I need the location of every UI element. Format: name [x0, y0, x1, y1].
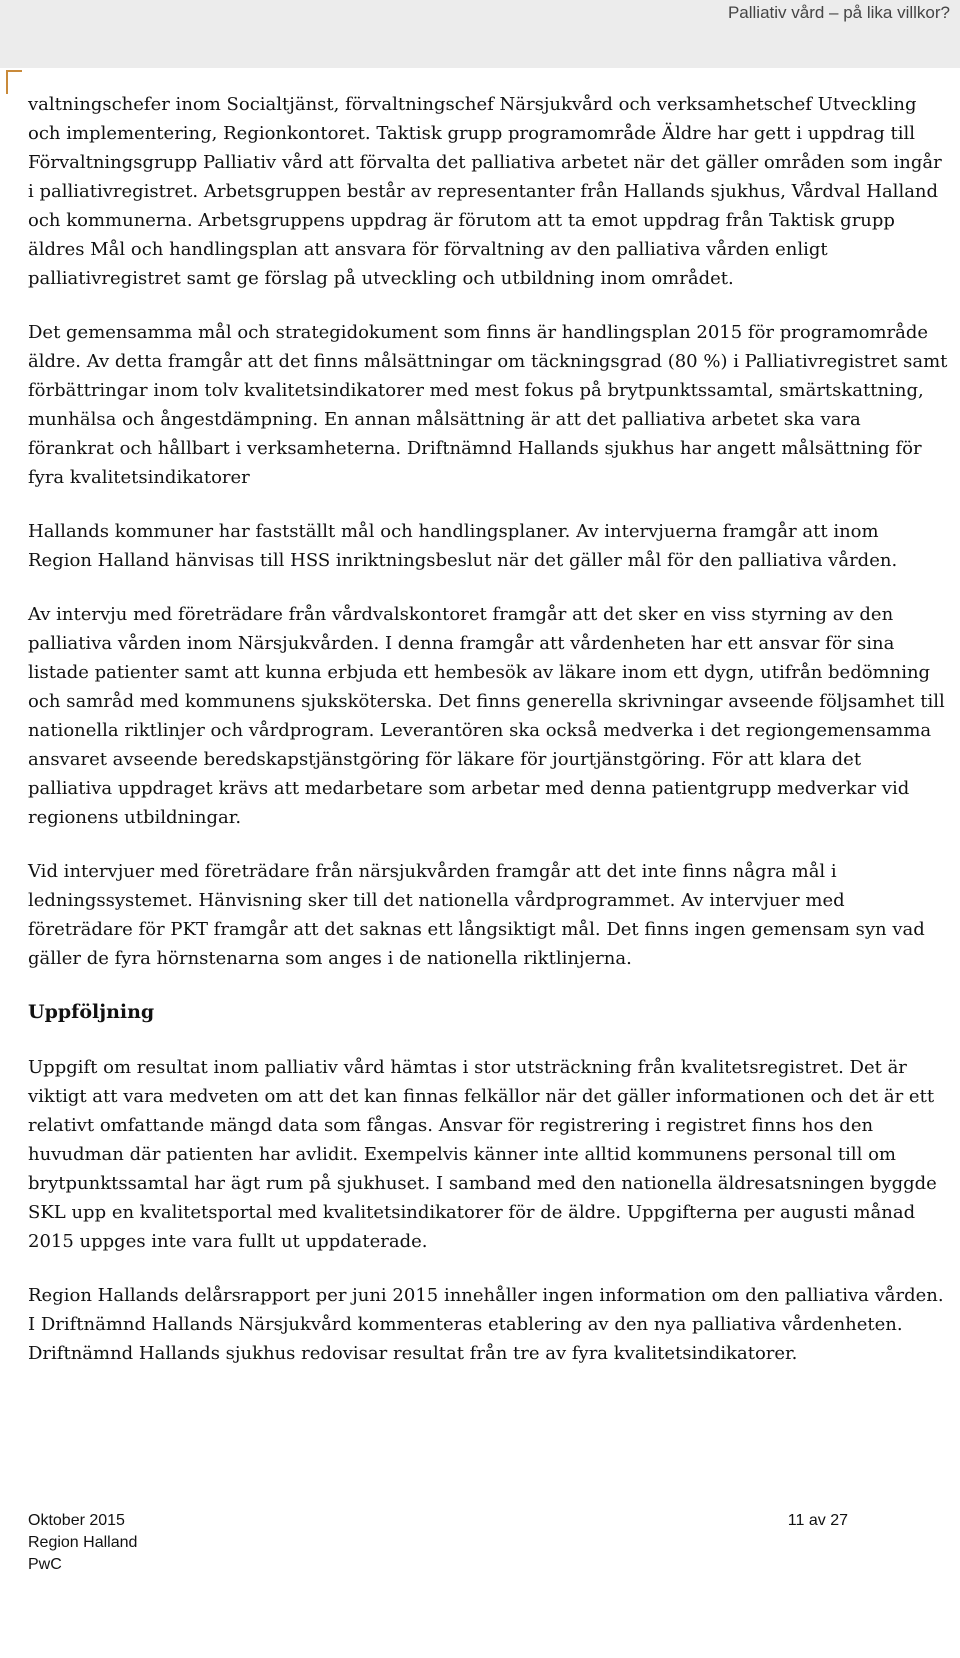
corner-bracket-mark [6, 70, 22, 94]
footer-client: Region Halland [28, 1534, 138, 1551]
body-paragraph: Hallands kommuner har fastställt mål och handlingsplaner. Av intervjuerna framgår att inom Region Halland hänvisas till HSS inriktningsbeslut när det gäller mål för den palliativa vården. [28, 521, 898, 571]
body-paragraph: Region Hallands delårsrapport per juni 2015 innehåller ingen information om den palliativa vården. I Driftnämnd Hallands Närsjukvård kommenteras etablering av den nya palliativa vårdenheten. Driftnämnd Hallands sjukhus redovisar resultat från tre av fyra kvalitetsindikatorer. [28, 1285, 944, 1364]
footer-info [28, 1510, 137, 1576]
body-paragraph: Det gemensamma mål och strategidokument som finns är handlingsplan 2015 för programområde äldre. Av detta framgår att det finns målsättningar om täckningsgrad (80 %) i Palliativregistret samt förbättringar inom tolv kvalitetsindikatorer med mest fokus på brytpunktssamtal, smärtskattning, munhälsa och ångestdämpning. En annan målsättning är att det palliativa arbetet ska vara förankrat och hållbart i verksamheterna. Driftnämnd Hallands sjukhus har angett målsättning för fyra kvalitetsindikatorer [28, 322, 948, 488]
footer-firm: PwC [28, 1556, 62, 1573]
header-title: Palliativ vård – på lika villkor? [727, 3, 950, 22]
page-header [0, 0, 960, 68]
page-footer [28, 1510, 848, 1650]
body-paragraph: Vid intervjuer med företrädare från närsjukvården framgår att det inte finns några mål i ledningssystemet. Hänvisning sker till det nationella vårdprogrammet. Av intervjuer med företrädare för PKT framgår att det saknas ett långsiktigt mål. Det finns ingen gemensam syn vad gäller de fyra hörnstenarna som anges i de nationella riktlinjerna. [28, 861, 925, 969]
document-body [28, 90, 948, 1393]
page-number: 11 av 27 [787, 1512, 848, 1529]
footer-date: Oktober 2015 [28, 1512, 125, 1529]
body-paragraph: Av intervju med företrädare från vårdvalskontoret framgår att det sker en viss styrning av den palliativa vården inom Närsjukvården. I denna framgår att vårdenheten har ett ansvar för sina listade patienter samt att kunna erbjuda ett hembesök av läkare inom ett dygn, utifrån bedömning och samråd med kommunens sjuksköterska. Det finns generella skrivningar avseende följsamhet till nationella riktlinjer och vårdprogram. Leverantören ska också medverka i det regiongemensamma ansvaret avseende beredskapstjänstgöring för läkare för jourtjänstgöring. För att klara det palliativa uppdraget krävs att medarbetare som arbetar med denna patientgrupp medverkar vid regionens utbildningar. [28, 604, 945, 828]
body-paragraph: valtningschefer inom Socialtjänst, förvaltningschef Närsjukvård och verksamhetschef Utveckling och implementering, Regionkontoret. Taktisk grupp programområde Äldre har gett i uppdrag till Förvaltningsgrupp Palliativ vård att förvalta det palliativa arbetet när det gäller områden som ingår i palliativregistret. Arbetsgruppen består av representanter från Hallands sjukhus, Vårdval Halland och kommunerna. Arbetsgruppens uppdrag är förutom att ta emot uppdrag från Taktisk grupp äldres Mål och handlingsplan att ansvara för förvaltning av den palliativa vården enligt palliativregistret samt ge förslag på utveckling och utbildning inom området. [28, 94, 942, 289]
section-heading: Uppföljning [28, 1001, 155, 1023]
body-paragraph: Uppgift om resultat inom palliativ vård hämtas i stor utsträckning från kvalitetsregistret. Det är viktigt att vara medveten om att det kan finnas felkällor när det gäller informationen och det är ett relativt omfattande mängd data som fångas. Ansvar för registrering i registret finns hos den huvudman där patienten har avlidit. Exempelvis känner inte alltid kommunens personal till om brytpunktssamtal har ägt rum på sjukhuset. I samband med den nationella äldresatsningen byggde SKL upp en kvalitetsportal med kvalitetsindikatorer för de äldre. Uppgifterna per augusti månad 2015 uppges inte vara fullt ut uppdaterade. [28, 1057, 937, 1252]
